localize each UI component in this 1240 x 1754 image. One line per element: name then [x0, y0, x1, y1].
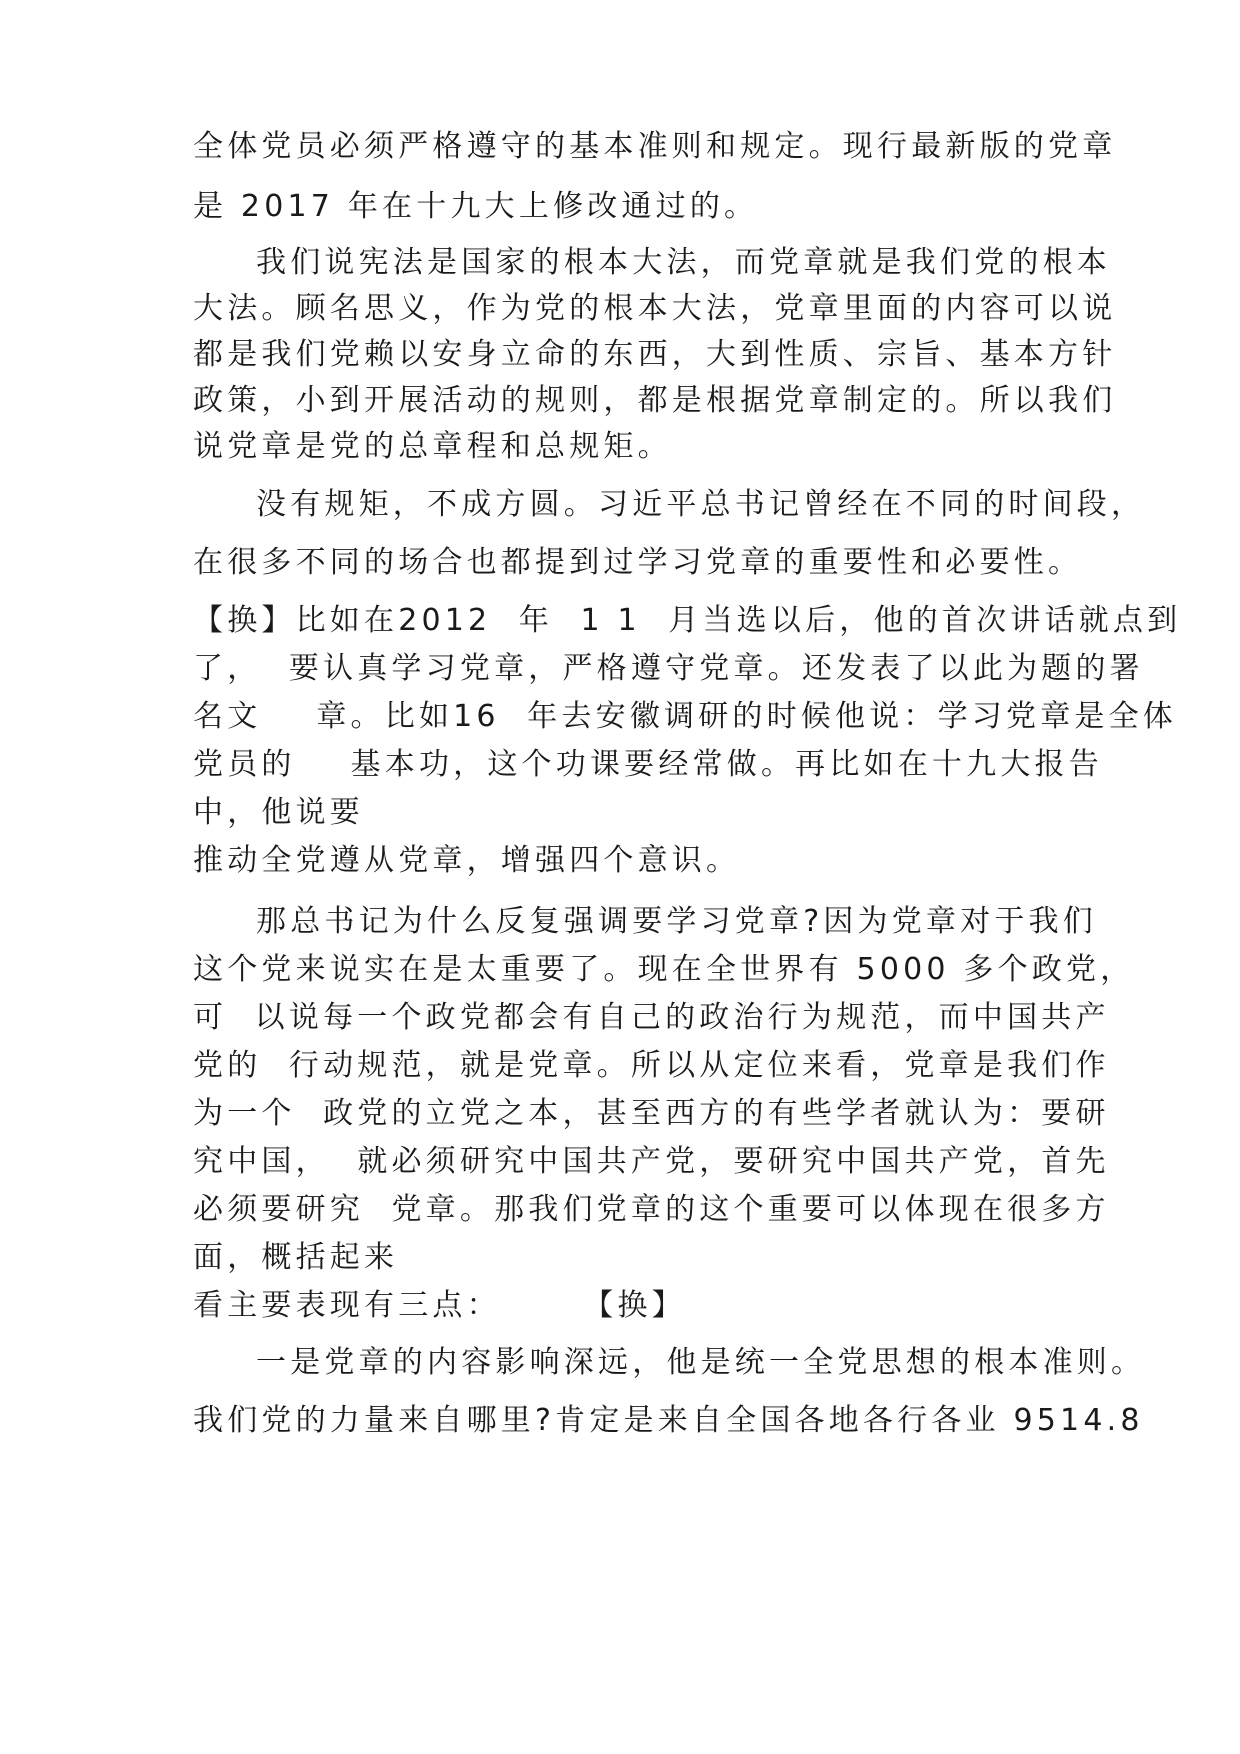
text-line: 党员的 基本功，这个功课要经常做。再比如在十九大报告	[193, 747, 1103, 782]
text-line: 党的 行动规范，就是党章。所以从定位来看，党章是我们作	[193, 1048, 1110, 1083]
text-line: 为一个 政党的立党之本，甚至西方的有些学者就认为：要研	[193, 1096, 1110, 1131]
text-line: 政策，小到开展活动的规则，都是根据党章制定的。所以我们	[193, 383, 1117, 418]
text-line: 中，他说要	[193, 795, 364, 830]
text-line: 看主要表现有三点： 【换】	[193, 1288, 686, 1323]
text-line: 都是我们党赖以安身立命的东西，大到性质、宗旨、基本方针	[193, 337, 1117, 372]
text-line: 是 2017 年在十九大上修改通过的。	[193, 189, 759, 224]
text-line: 在很多不同的场合也都提到过学习党章的重要性和必要性。	[193, 545, 1083, 580]
text-line: 了， 要认真学习党章，严格遵守党章。还发表了以此为题的署	[193, 651, 1144, 686]
paragraph-start-line: 一是党章的内容影响深远，他是统一全党思想的根本准则。	[256, 1345, 1146, 1380]
text-line: 全体党员必须严格遵守的基本准则和规定。现行最新版的党章	[193, 129, 1117, 164]
text-line: 大法。顾名思义，作为党的根本大法，党章里面的内容可以说	[193, 291, 1117, 326]
text-line: 名文 章。比如16 年去安徽调研的时候他说：学习党章是全体	[193, 699, 1177, 734]
text-line: 究中国， 就必须研究中国共产党，要研究中国共产党，首先	[193, 1144, 1110, 1179]
text-line: 说党章是党的总章程和总规矩。	[193, 429, 672, 464]
text-line: 【换】比如在2012 年 1 1 月当选以后，他的首次讲话就点到	[193, 603, 1182, 638]
text-line: 这个党来说实在是太重要了。现在全世界有 5000 多个政党，	[193, 952, 1135, 987]
text-line: 可 以说每一个政党都会有自己的政治行为规范，而中国共产	[193, 1000, 1110, 1035]
text-line: 必须要研究 党章。那我们党章的这个重要可以体现在很多方	[193, 1192, 1110, 1227]
text-line: 我们党的力量来自哪里?肯定是来自全国各地各行各业 9514.8	[193, 1403, 1144, 1438]
text-line: 推动全党遵从党章，增强四个意识。	[193, 843, 741, 878]
paragraph-start-line: 我们说宪法是国家的根本大法，而党章就是我们党的根本	[256, 245, 1111, 280]
paragraph-start-line: 那总书记为什么反复强调要学习党章?因为党章对于我们	[256, 904, 1097, 939]
paragraph-start-line: 没有规矩，不成方圆。习近平总书记曾经在不同的时间段，	[256, 487, 1146, 522]
text-line: 面，概括起来	[193, 1240, 399, 1275]
